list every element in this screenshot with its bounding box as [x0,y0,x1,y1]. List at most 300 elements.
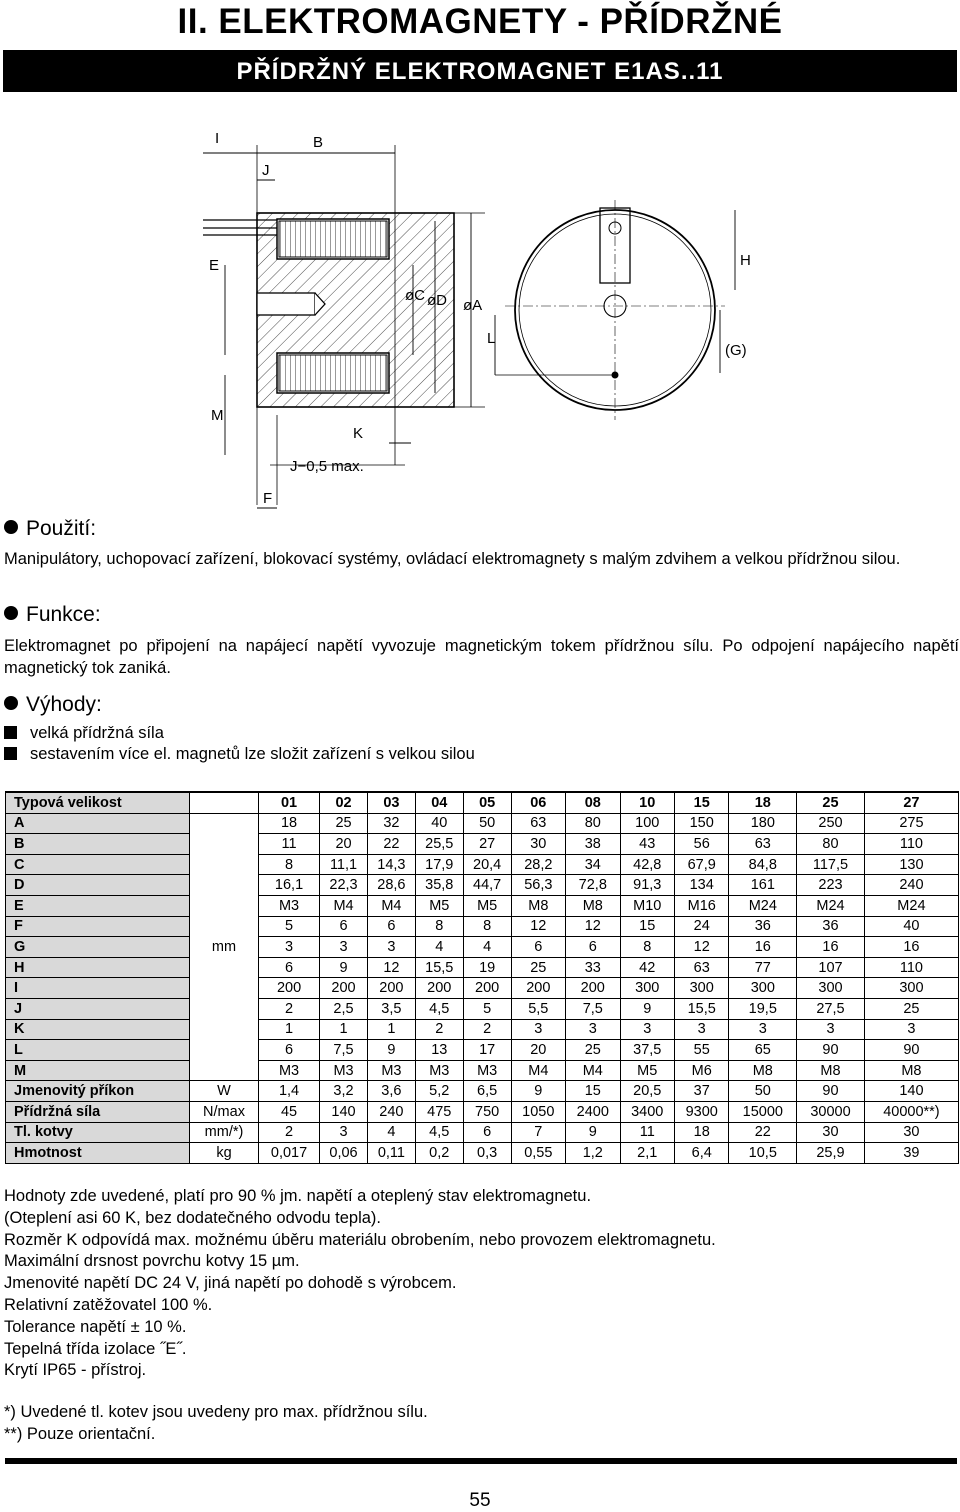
row-label: K [6,1019,190,1040]
table-cell: 15 [566,1081,620,1102]
table-cell: 25 [511,957,565,978]
table-cell: 17,9 [415,854,463,875]
table-cell: 7 [511,1122,565,1143]
table-cell: M3 [259,1060,320,1081]
table-cell: M8 [864,1060,958,1081]
unit-cell: kg [190,1143,259,1164]
table-cell: 24 [674,916,728,937]
dim-label-a: øA [463,297,483,314]
table-cell: 15,5 [415,957,463,978]
table-cell: 16,1 [259,875,320,896]
table-cell: 2 [463,1019,511,1040]
table-cell: 300 [729,978,797,999]
table-cell: 20,5 [620,1081,674,1102]
table-cell: 200 [415,978,463,999]
page-number: 55 [469,1490,491,1511]
table-cell: 4,5 [415,1122,463,1143]
table-cell: 37 [674,1081,728,1102]
table-cell: 134 [674,875,728,896]
table-cell: 17 [463,1040,511,1061]
table-cell: M8 [729,1060,797,1081]
table-cell: 80 [566,813,620,834]
table-cell: 43 [620,834,674,855]
table-header-cell: 08 [566,792,620,813]
table-header-cell: 27 [864,792,958,813]
table-cell: 0,11 [367,1143,415,1164]
table-cell: M3 [367,1060,415,1081]
note-line: Maximální drsnost povrchu kotvy 15 µm. [4,1252,300,1271]
table-cell: 0,017 [259,1143,320,1164]
table-cell: 30 [797,1122,865,1143]
table-cell: M5 [463,895,511,916]
table-cell: 25 [864,998,958,1019]
table-header-cell: 01 [259,792,320,813]
table-cell: M3 [320,1060,368,1081]
note-line: (Oteplení asi 60 K, bez dodatečného odvodu tepla). [4,1208,382,1227]
funkce-text: Elektromagnet po připojení na napájecí napětí vyvozuje magnetickým tokem přídržnou sílu. Po odpojení napájecího napětí magnetický tok zaniká. [4,637,959,677]
dim-label-l: L [487,330,496,347]
table-cell: 300 [674,978,728,999]
table-cell: M8 [566,895,620,916]
table-cell: 0,3 [463,1143,511,1164]
table-row [6,1060,959,1081]
table-cell: 200 [511,978,565,999]
dim-label-b: B [313,134,324,151]
table-row [6,1143,959,1164]
table-cell: 107 [797,957,865,978]
table-cell: 140 [320,1101,368,1122]
table-cell: 20 [320,834,368,855]
table-cell: 25 [320,813,368,834]
table-row [6,1122,959,1143]
table-cell: 65 [729,1040,797,1061]
table-cell: 3 [566,1019,620,1040]
unit-cell: mm/*) [190,1122,259,1143]
table-header-cell: 10 [620,792,674,813]
advantage-item: sestavením více el. magnetů lze složit zařízení s velkou silou [4,745,475,764]
table-cell: 16 [729,937,797,958]
table-row [6,1081,959,1102]
table-cell: 2 [259,1122,320,1143]
table-cell: M24 [864,895,958,916]
dim-label-h: H [740,252,751,269]
table-cell: 16 [864,937,958,958]
note-line: Tolerance napětí ± 10 %. [4,1317,187,1336]
table-cell: 2 [259,998,320,1019]
table-cell: 0,06 [320,1143,368,1164]
table-cell: 240 [367,1101,415,1122]
dim-label-g: (G) [725,342,747,359]
table-cell: 6,5 [463,1081,511,1102]
note-line: Relativní zatěžovatel 100 %. [4,1295,213,1314]
table-cell: 2400 [566,1101,620,1122]
table-cell: 2,5 [320,998,368,1019]
table-cell: 4 [367,1122,415,1143]
table-cell: 37,5 [620,1040,674,1061]
table-cell: 3,6 [367,1081,415,1102]
table-cell: 3,2 [320,1081,368,1102]
table-cell: 200 [566,978,620,999]
table-cell: 22 [729,1122,797,1143]
technical-drawing [195,125,775,520]
table-cell: 34 [566,854,620,875]
table-cell: 14,3 [367,854,415,875]
table-row [6,1101,959,1122]
table-cell: 55 [674,1040,728,1061]
row-label: C [6,854,190,875]
table-header-cell: 05 [463,792,511,813]
table-cell: 150 [674,813,728,834]
dim-label-e: E [209,257,220,274]
table-cell: 3400 [620,1101,674,1122]
row-label: F [6,916,190,937]
table-cell: M3 [415,1060,463,1081]
table-cell: 3 [259,937,320,958]
table-cell: 3 [620,1019,674,1040]
row-label: B [6,834,190,855]
table-cell: 20,4 [463,854,511,875]
footnotes-block [4,1402,428,1446]
table-cell: 90 [864,1040,958,1061]
table-cell: 11 [259,834,320,855]
table-cell: 6 [259,957,320,978]
row-label: D [6,875,190,896]
table-cell: 4 [415,937,463,958]
table-cell: 6 [463,1122,511,1143]
table-cell: M10 [620,895,674,916]
row-label: J [6,998,190,1019]
table-cell: 200 [463,978,511,999]
square-bullet-icon [4,747,17,760]
table-header-cell: 04 [415,792,463,813]
table-cell: M4 [320,895,368,916]
table-cell: M24 [729,895,797,916]
table-cell: M3 [259,895,320,916]
table-cell: 117,5 [797,854,865,875]
table-header-unit-cell [190,792,259,813]
table-cell: 100 [620,813,674,834]
table-cell: 6 [511,937,565,958]
table-cell: 9 [511,1081,565,1102]
table-cell: 30 [511,834,565,855]
table-row [6,998,959,1019]
section-heading-vyhody: Výhody: [4,693,102,717]
table-cell: 77 [729,957,797,978]
dim-label-c: øC [405,287,425,304]
table-cell: 8 [620,937,674,958]
table-row [6,895,959,916]
dim-label-j: J [262,162,270,179]
table-cell: 200 [259,978,320,999]
table-cell: 80 [797,834,865,855]
table-cell: 180 [729,813,797,834]
row-label: Hmotnost [6,1143,190,1164]
table-cell: 140 [864,1081,958,1102]
table-cell: 33 [566,957,620,978]
note-line: Tepelná třída izolace ˝E˝. [4,1339,187,1358]
table-cell: 20 [511,1040,565,1061]
table-cell: 56 [674,834,728,855]
table-cell: 40 [864,916,958,937]
table-cell: 1 [320,1019,368,1040]
table-cell: 300 [620,978,674,999]
table-cell: 38 [566,834,620,855]
note-line: Jmenovité napětí DC 24 V, jiná napětí po dohodě s výrobcem. [4,1274,457,1293]
table-cell: 3 [674,1019,728,1040]
table-row [6,1040,959,1061]
table-cell: 5,5 [511,998,565,1019]
table-cell: 13 [415,1040,463,1061]
table-cell: 300 [797,978,865,999]
advantage-item: velká přídržná síla [4,724,164,743]
dim-label-f: F [263,490,273,507]
table-cell: 3 [797,1019,865,1040]
table-row [6,937,959,958]
row-label: M [6,1060,190,1081]
table-cell: 12 [367,957,415,978]
table-row [6,834,959,855]
row-label: E [6,895,190,916]
table-cell: 7,5 [566,998,620,1019]
section-heading-funkce: Funkce: [4,603,101,627]
table-cell: 12 [566,916,620,937]
table-cell: M24 [797,895,865,916]
bullet-dot-icon [4,696,18,710]
table-cell: 3,5 [367,998,415,1019]
table-cell: 18 [259,813,320,834]
table-cell: 42,8 [620,854,674,875]
table-cell: 11,1 [320,854,368,875]
table-row [6,957,959,978]
table-cell: 28,2 [511,854,565,875]
table-cell: 475 [415,1101,463,1122]
table-row [6,854,959,875]
table-cell: 42 [620,957,674,978]
table-cell: 4 [463,937,511,958]
table-cell: 30000 [797,1101,865,1122]
dim-label-m: M [211,407,224,424]
table-cell: M3 [463,1060,511,1081]
table-row [6,813,959,834]
table-cell: 130 [864,854,958,875]
table-cell: 11 [620,1122,674,1143]
table-cell: 35,8 [415,875,463,896]
table-cell: 90 [797,1040,865,1061]
table-cell: 45 [259,1101,320,1122]
table-cell: 3 [320,1122,368,1143]
unit-cell: N/max [190,1101,259,1122]
table-cell: 223 [797,875,865,896]
row-label: Jmenovitý příkon [6,1081,190,1102]
table-header-cell: 15 [674,792,728,813]
table-cell: 3 [729,1019,797,1040]
table-row [6,978,959,999]
table-cell: 27 [463,834,511,855]
table-cell: M16 [674,895,728,916]
table-cell: M5 [415,895,463,916]
table-header-label: Typová velikost [6,792,190,813]
table-cell: 3 [511,1019,565,1040]
table-cell: 44,7 [463,875,511,896]
note-line: Krytí IP65 - přístroj. [4,1361,147,1380]
table-cell: 0,55 [511,1143,565,1164]
table-cell: 9 [320,957,368,978]
page-title: II. ELEKTROMAGNETY - PŘÍDRŽNÉ [177,2,783,41]
table-cell: 6 [320,916,368,937]
table-cell: 6,4 [674,1143,728,1164]
pouziti-text: Manipulátory, uchopovací zařízení, blokovací systémy, ovládací elektromagnety s malým zdvihem a velkou přídržnou silou. [4,550,901,568]
table-cell: 15,5 [674,998,728,1019]
table-cell: 0,2 [415,1143,463,1164]
table-cell: 50 [729,1081,797,1102]
unit-cell: W [190,1081,259,1102]
table-cell: 6 [259,1040,320,1061]
table-cell: 25,5 [415,834,463,855]
table-cell: 90 [797,1081,865,1102]
table-cell: 9 [566,1122,620,1143]
table-cell: 5 [463,998,511,1019]
side-section-view [203,145,485,508]
table-header-cell: 06 [511,792,565,813]
table-cell: 8 [415,916,463,937]
notes-block [4,1186,716,1382]
table-cell: 8 [463,916,511,937]
table-cell: 1,4 [259,1081,320,1102]
square-bullet-icon [4,726,17,739]
table-cell: 25 [566,1040,620,1061]
table-cell: 6 [367,916,415,937]
table-cell: 40 [415,813,463,834]
table-row [6,875,959,896]
table-cell: 3 [367,937,415,958]
spec-table [5,791,959,1164]
row-label: I [6,978,190,999]
table-cell: 32 [367,813,415,834]
table-cell: 110 [864,957,958,978]
table-cell: 1 [367,1019,415,1040]
table-cell: 63 [511,813,565,834]
table-cell: 5 [259,916,320,937]
table-cell: 28,6 [367,875,415,896]
front-view [495,200,735,420]
table-cell: 39 [864,1143,958,1164]
table-cell: 84,8 [729,854,797,875]
bullet-dot-icon [4,606,18,620]
section-heading-pouziti: Použití: [4,517,96,541]
table-cell: 7,5 [320,1040,368,1061]
table-cell: 200 [367,978,415,999]
table-cell: M5 [620,1060,674,1081]
table-cell: 63 [674,957,728,978]
table-cell: M4 [566,1060,620,1081]
table-cell: 240 [864,875,958,896]
dim-label-d: øD [427,292,447,309]
table-cell: 36 [797,916,865,937]
table-cell: 300 [864,978,958,999]
table-cell: 5,2 [415,1081,463,1102]
table-cell: 9300 [674,1101,728,1122]
table-row [6,916,959,937]
row-label: Přídržná síla [6,1101,190,1122]
table-cell: 1050 [511,1101,565,1122]
table-cell: 2 [415,1019,463,1040]
dim-label-k: K [353,425,364,442]
row-label: L [6,1040,190,1061]
note-line: Hodnoty zde uvedené, platí pro 90 % jm. napětí a oteplený stav elektromagnetu. [4,1187,592,1205]
table-header-cell: 03 [367,792,415,813]
table-cell: 91,3 [620,875,674,896]
table-cell: 22 [367,834,415,855]
row-label: H [6,957,190,978]
table-cell: 750 [463,1101,511,1122]
table-cell: M4 [511,1060,565,1081]
table-cell: 56,3 [511,875,565,896]
table-cell: 19,5 [729,998,797,1019]
table-cell: 250 [797,813,865,834]
note-line: Rozměr K odpovídá max. možnému úběru materiálu obrobením, nebo provozem elektromagnetu. [4,1230,716,1249]
table-cell: 50 [463,813,511,834]
table-cell: 110 [864,834,958,855]
bullet-dot-icon [4,520,18,534]
bottom-rule [5,1458,957,1464]
footnote-line: *) Uvedené tl. kotev jsou uvedeny pro max. přídržnou sílu. [4,1403,428,1421]
product-title: PŘÍDRŽNÝ ELEKTROMAGNET E1AS..11 [236,58,724,85]
table-cell: 200 [320,978,368,999]
row-label: G [6,937,190,958]
table-cell: 36 [729,916,797,937]
table-cell: 63 [729,834,797,855]
table-header-row [6,792,959,813]
table-cell: 22,3 [320,875,368,896]
table-cell: 72,8 [566,875,620,896]
table-cell: 27,5 [797,998,865,1019]
table-header-cell: 02 [320,792,368,813]
table-cell: 1,2 [566,1143,620,1164]
table-cell: 15000 [729,1101,797,1122]
table-cell: 18 [674,1122,728,1143]
table-cell: 3 [864,1019,958,1040]
table-cell: 275 [864,813,958,834]
table-cell: 15 [620,916,674,937]
table-cell: 30 [864,1122,958,1143]
dim-label-j-max: J−0,5 max. [290,458,364,475]
table-cell: 1 [259,1019,320,1040]
unit-cell: mm [190,813,259,1081]
table-cell: 161 [729,875,797,896]
table-cell: M4 [367,895,415,916]
table-cell: 12 [674,937,728,958]
table-cell: 16 [797,937,865,958]
table-cell: 25,9 [797,1143,865,1164]
table-header-cell: 18 [729,792,797,813]
table-cell: 19 [463,957,511,978]
table-cell: 3 [320,937,368,958]
table-cell: 9 [367,1040,415,1061]
row-label: Tl. kotvy [6,1122,190,1143]
table-cell: 67,9 [674,854,728,875]
table-cell: M8 [797,1060,865,1081]
table-cell: 9 [620,998,674,1019]
table-cell: M6 [674,1060,728,1081]
table-header-cell: 25 [797,792,865,813]
table-cell: M8 [511,895,565,916]
footnote-line: **) Pouze orientační. [4,1424,156,1443]
table-row [6,1019,959,1040]
table-cell: 10,5 [729,1143,797,1164]
table-cell: 4,5 [415,998,463,1019]
table-cell: 6 [566,937,620,958]
table-cell: 2,1 [620,1143,674,1164]
